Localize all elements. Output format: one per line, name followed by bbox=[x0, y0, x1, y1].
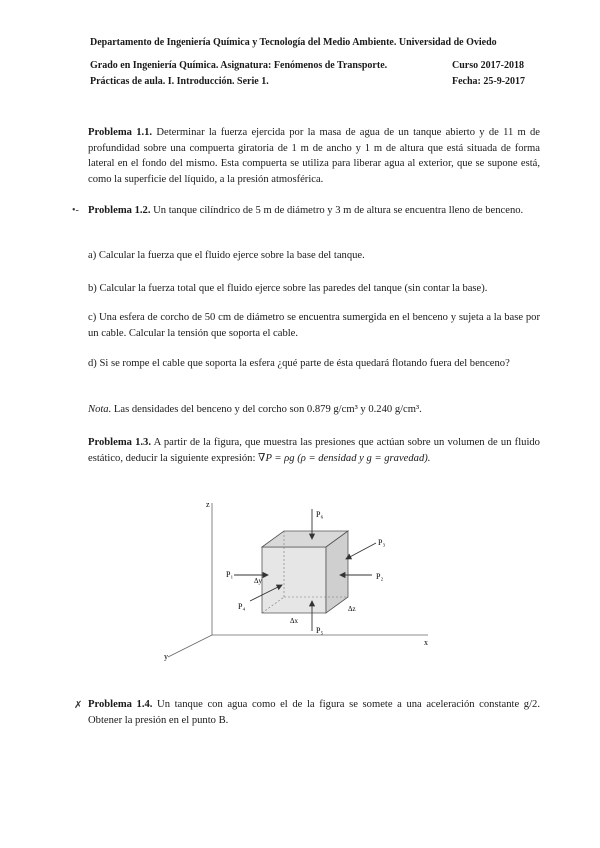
problem-1-1 bbox=[88, 125, 540, 187]
label-dz: Δz bbox=[348, 605, 356, 613]
problem-1-1-text: Determinar la fuerza ejercida por la masa de agua de un tanque abierto y de 11 m de profundidad sobre una compuerta giratoria de 1 m de ancho y 1 m de altura que está situada de forma lateral en el fondo del mismo. Esta compuerta se utiliza para liberar agua al exterior, que se supone está, como la superficie del líquido, a la presión atmosférica. bbox=[88, 127, 541, 185]
margin-mark-2: ✗ bbox=[74, 700, 83, 711]
axis-z-label: z bbox=[206, 500, 210, 509]
problem-1-4-label: Problema 1.4. bbox=[88, 699, 153, 710]
course-header: Curso 2017-2018 bbox=[452, 60, 524, 71]
problem-1-2-a: a) Calcular la fuerza que el fluido ejerce sobre la base del tanque. bbox=[88, 250, 365, 261]
label-p3: P₃ bbox=[378, 538, 386, 547]
axis-y-label: y bbox=[164, 652, 168, 661]
problem-1-2-text: Un tanque cilíndrico de 5 m de diámetro y 3 m de altura se encuentra lleno de benceno. bbox=[153, 205, 524, 216]
problem-1-3-label: Problema 1.3. bbox=[88, 437, 151, 448]
problem-1-2 bbox=[88, 203, 540, 219]
label-p4: P₄ bbox=[238, 602, 246, 611]
problem-1-3 bbox=[88, 435, 540, 466]
note-label: Nota. bbox=[88, 404, 112, 415]
practice-header: Prácticas de aula. I. Introducción. Serie 1. bbox=[90, 76, 269, 87]
problem-1-4-text: Un tanque con agua como el de la figura se somete a una aceleración constante g/2. Obtener la presión en el punto B. bbox=[88, 699, 540, 726]
label-dy: Δy bbox=[254, 577, 263, 585]
problem-1-3-equation: ∇P = ρg (ρ = densidad y g = gravedad). bbox=[258, 452, 431, 464]
label-p1: P₁ bbox=[226, 570, 234, 579]
arrow-p3 bbox=[346, 543, 376, 559]
label-p6: P₆ bbox=[316, 510, 324, 519]
problem-1-1-label: Problema 1.1. bbox=[88, 127, 153, 138]
problem-1-4 bbox=[88, 697, 540, 728]
problem-1-2-label: Problema 1.2. bbox=[88, 205, 151, 216]
margin-mark-1: •- bbox=[72, 205, 79, 216]
problem-1-2-b: b) Calcular la fuerza total que el fluido ejerce sobre las paredes del tanque (sin contar la base). bbox=[88, 283, 488, 294]
degree-header: Grado en Ingeniería Química. Asignatura: Fenómenos de Transporte. bbox=[90, 60, 388, 71]
department-header: Departamento de Ingeniería Química y Tecnología del Medio Ambiente. Universidad de Oviedo bbox=[90, 37, 497, 48]
label-dx: Δx bbox=[290, 617, 299, 625]
cube-front-face bbox=[262, 547, 326, 613]
axis-y-line bbox=[168, 635, 212, 657]
label-p5: P₅ bbox=[316, 626, 324, 635]
note-text: Las densidades del benceno y del corcho son 0.879 g/cm³ y 0.240 g/cm³. bbox=[113, 404, 422, 415]
problem-1-2-d: d) Si se rompe el cable que soporta la esfera ¿qué parte de ésta quedará flotando fuera del benceno? bbox=[88, 358, 510, 369]
label-p2: P₂ bbox=[376, 572, 384, 581]
problem-1-3-text: A partir de la figura, que muestra las presiones que actúan sobre un volumen de un fluido estático, deducir la siguiente expresión: bbox=[88, 437, 540, 464]
pressure-cube-figure bbox=[150, 495, 450, 665]
date-header: Fecha: 25-9-2017 bbox=[452, 76, 526, 87]
axis-x-label: x bbox=[424, 638, 428, 647]
problem-1-2-note bbox=[88, 402, 540, 418]
problem-1-2-c: c) Una esfera de corcho de 50 cm de diámetro se encuentra sumergida en el benceno y sujeta a la base por un cable. Calcular la tensión que soporta el cable. bbox=[88, 312, 540, 339]
